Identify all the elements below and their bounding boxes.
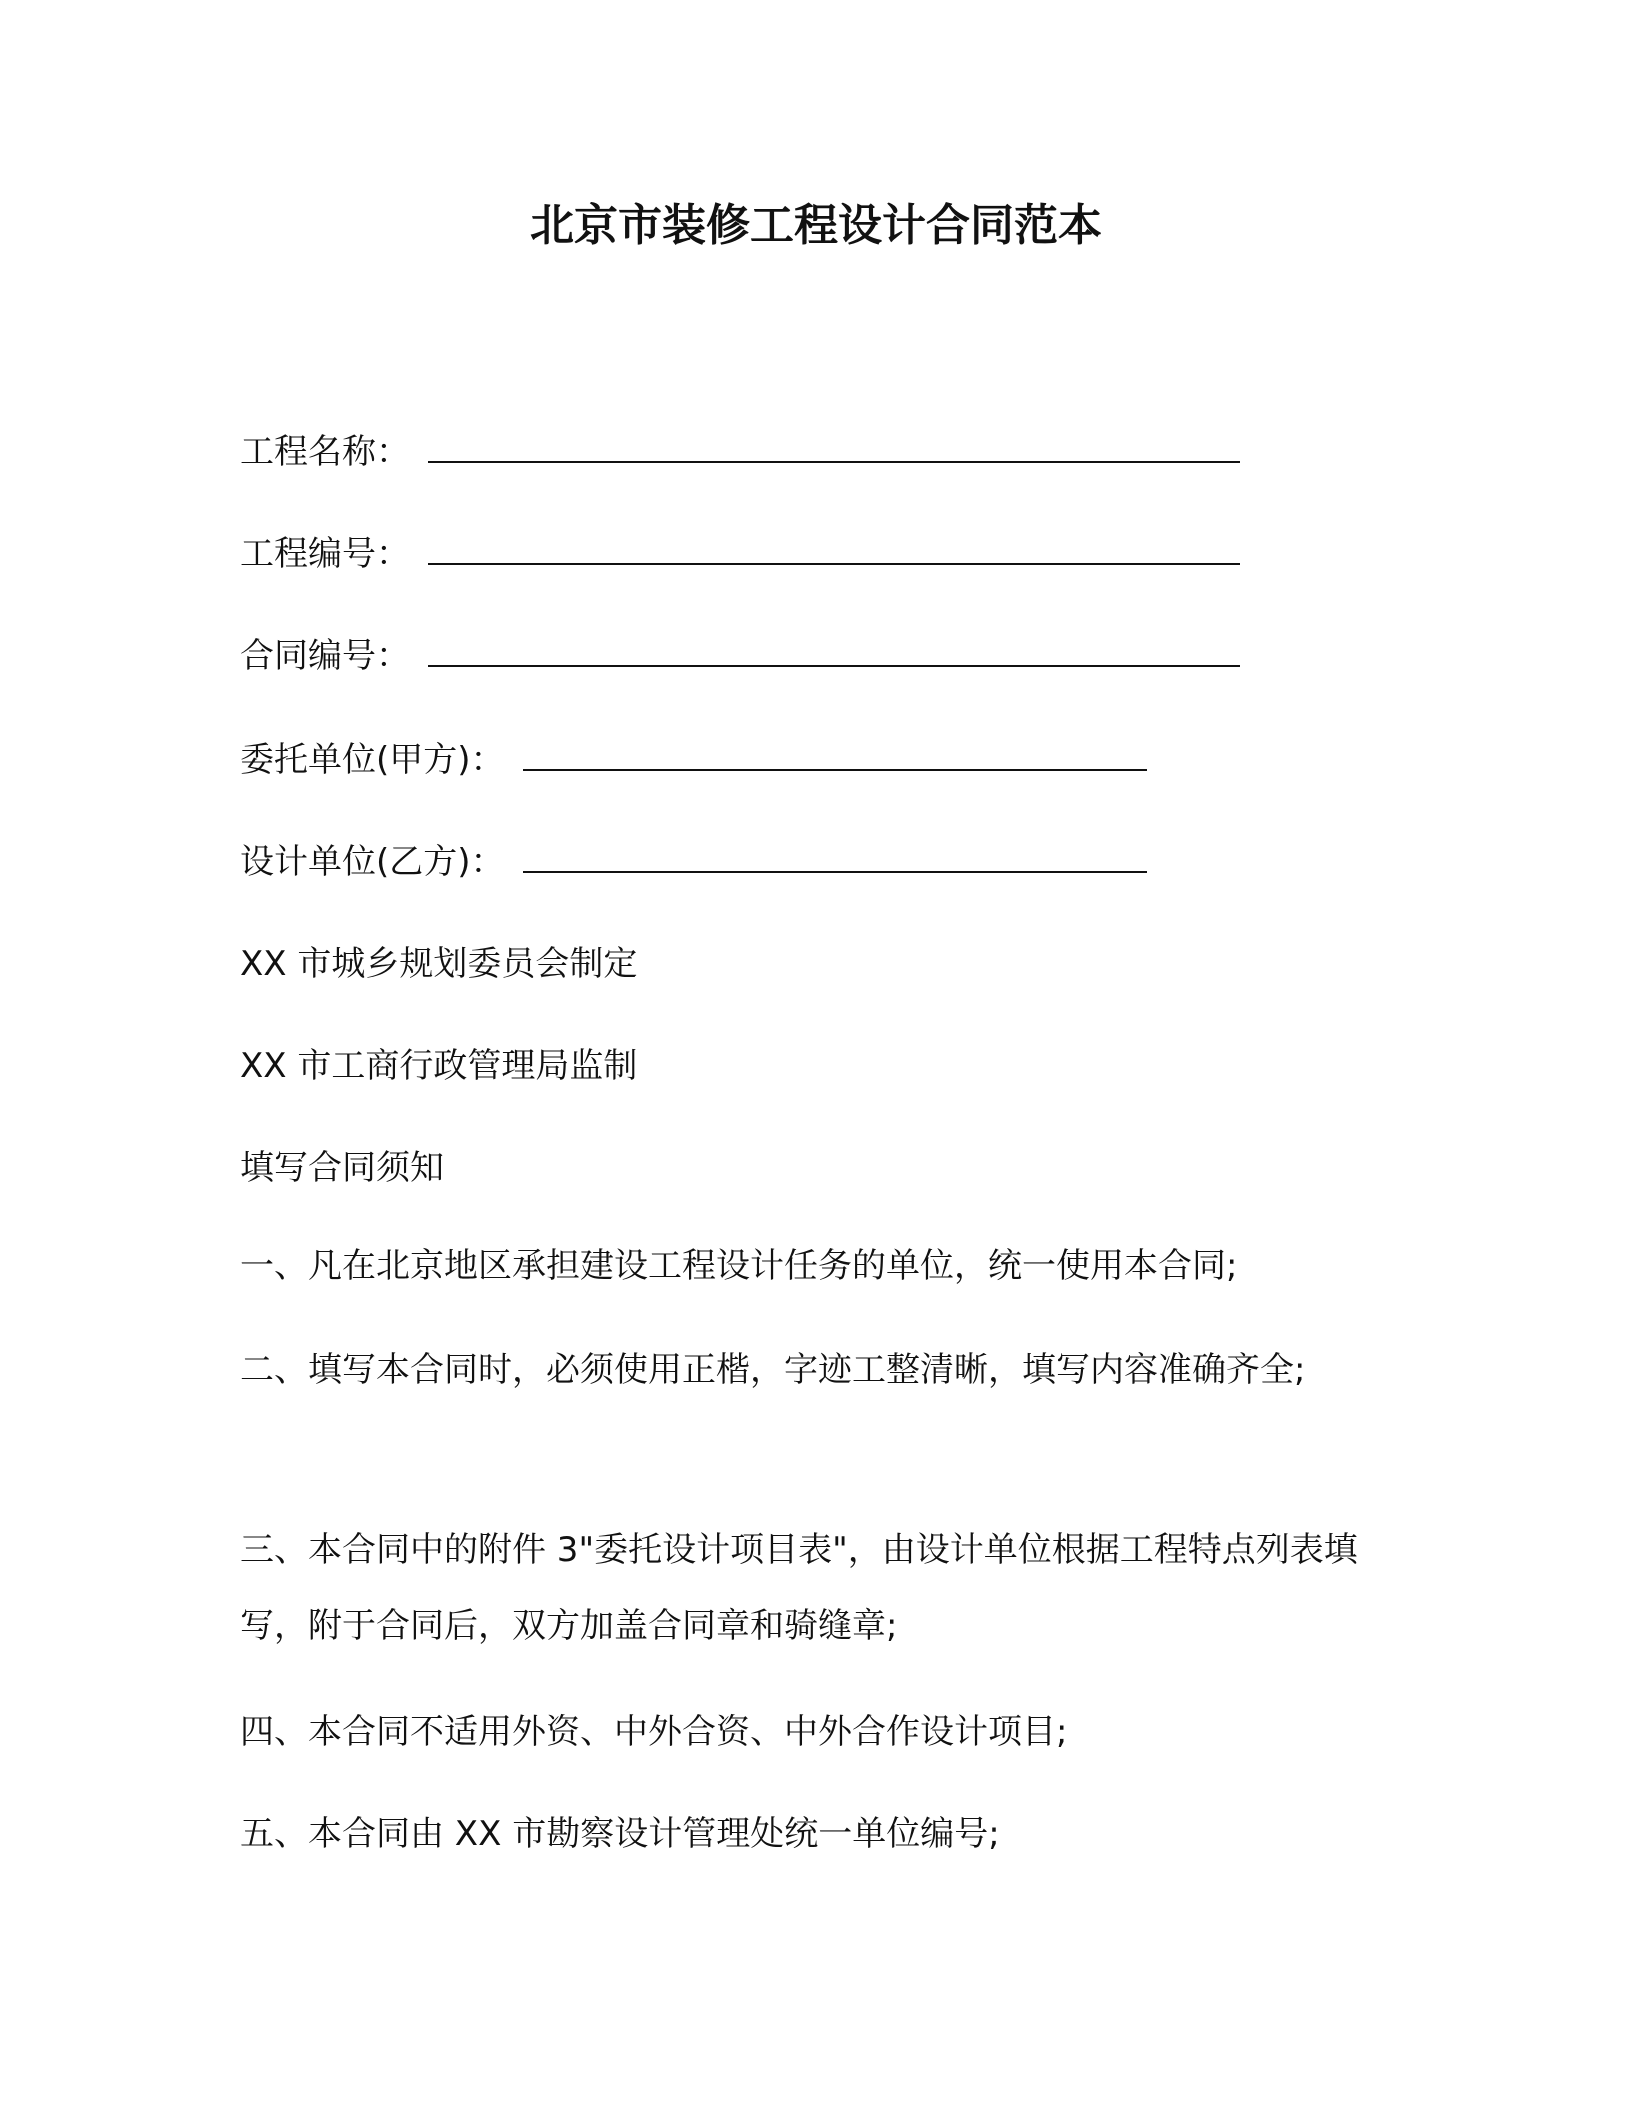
field-contract-number xyxy=(240,632,1240,680)
document-title: 北京市装修工程设计合同范本 xyxy=(530,200,1102,251)
field-client-party-a xyxy=(240,736,1147,784)
field-label: 工程名称： xyxy=(240,432,410,472)
notice-item: 五、本合同由 XX 市勘察设计管理处统一单位编号; xyxy=(240,1814,1000,1854)
issuer-line: XX 市城乡规划委员会制定 xyxy=(240,944,638,984)
fill-in-blank[interactable] xyxy=(428,431,1240,463)
field-label: 设计单位(乙方)： xyxy=(240,842,505,882)
fill-in-blank[interactable] xyxy=(523,841,1147,873)
field-designer-party-b xyxy=(240,838,1147,886)
field-label: 委托单位(甲方)： xyxy=(240,740,505,780)
field-project-number xyxy=(240,530,1240,578)
field-label: 工程编号： xyxy=(240,534,410,574)
fill-in-blank[interactable] xyxy=(428,635,1240,667)
notice-item: 四、本合同不适用外资、中外合资、中外合作设计项目; xyxy=(240,1712,1068,1752)
notice-item: 一、凡在北京地区承担建设工程设计任务的单位，统一使用本合同; xyxy=(240,1246,1238,1286)
field-label: 合同编号： xyxy=(240,636,410,676)
issuer-line: XX 市工商行政管理局监制 xyxy=(240,1046,638,1086)
field-project-name xyxy=(240,428,1240,476)
notice-item: 二、填写本合同时，必须使用正楷，字迹工整清晰，填写内容准确齐全; xyxy=(240,1350,1306,1390)
notice-heading: 填写合同须知 xyxy=(240,1148,444,1188)
fill-in-blank[interactable] xyxy=(523,739,1147,771)
notice-item: 三、本合同中的附件 3"委托设计项目表"，由设计单位根据工程特点列表填写，附于合同后，双方加盖合同章和骑缝章; xyxy=(240,1530,1358,1646)
fill-in-blank[interactable] xyxy=(428,533,1240,565)
